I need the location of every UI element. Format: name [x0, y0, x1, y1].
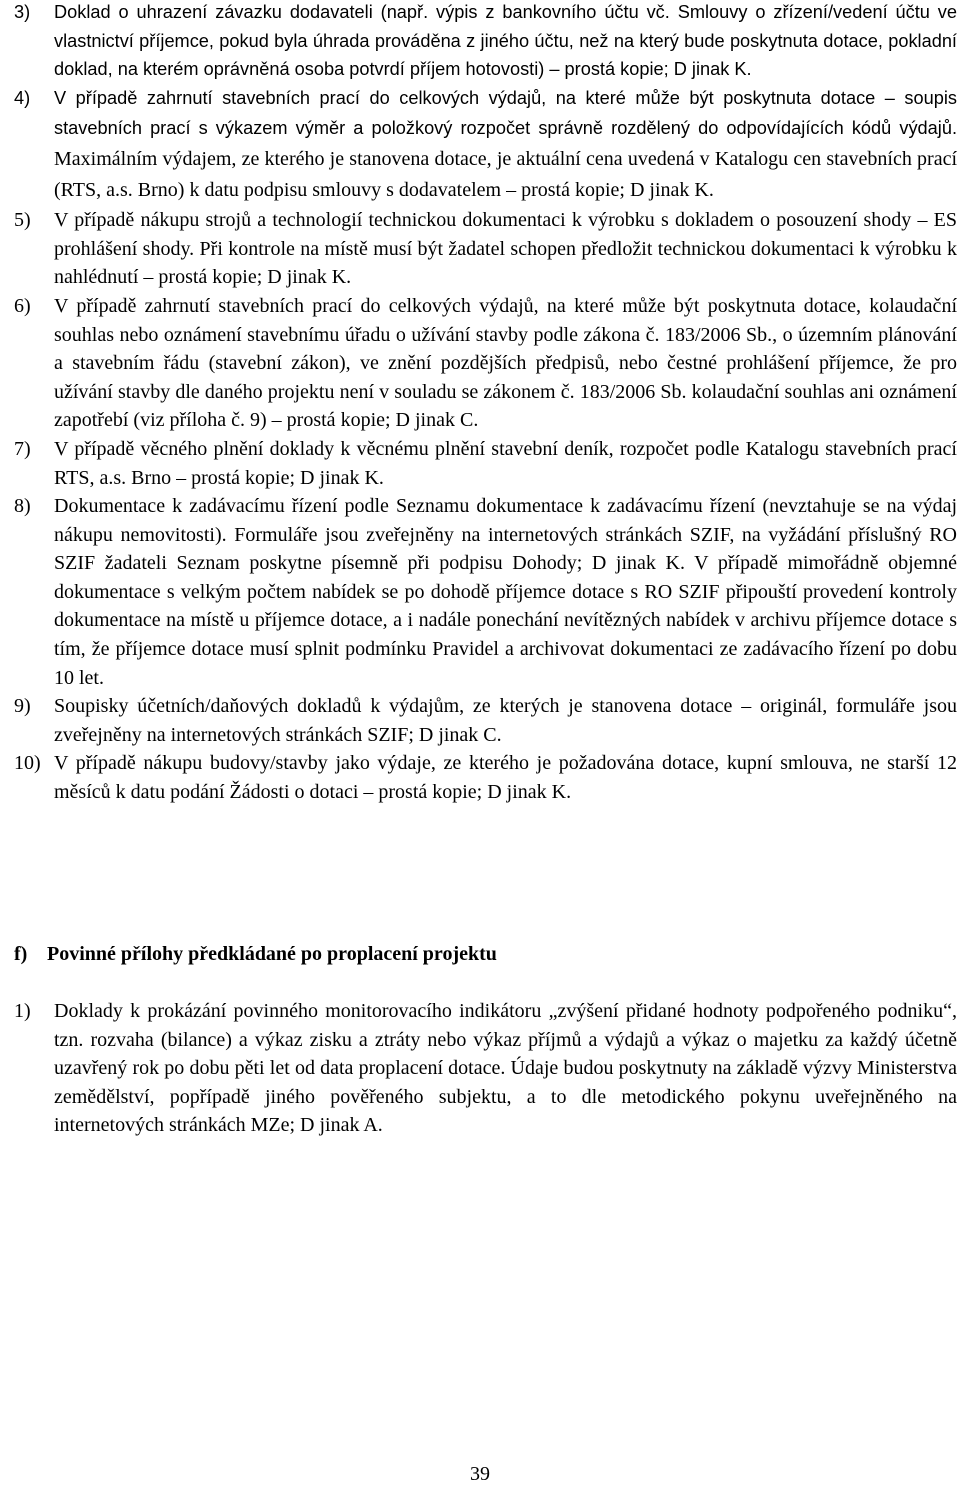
attachments-list-after-payment: [14, 997, 957, 1140]
list-item: [14, 692, 957, 749]
list-item: [14, 84, 957, 206]
section-title: Povinné přílohy předkládané po proplacení projektu: [47, 943, 497, 965]
item-number: 1): [14, 1000, 31, 1022]
list-item: [14, 749, 957, 806]
item-number: 4): [14, 87, 31, 108]
item-text: V případě nákupu strojů a technologií technickou dokumentaci k výrobku s dokladem o posouzení shody – ES prohlášení shody. Při kontrole na místě musí být žadatel schopen předložit technickou dokumentaci k výrobku k nahlédnutí – prostá kopie; D jinak K.: [54, 209, 957, 289]
item-text-part: Maximálním výdajem, ze kterého je stanovena dotace, je aktuální cena uvedená v Katalogu cen stavebních prací (RTS, a.s. Brno) k datu podpisu smlouvy s dodavatelem – prostá kopie; D jinak K.: [54, 147, 957, 201]
attachments-list-continued: [14, 0, 957, 807]
page-number: 39: [470, 1463, 490, 1485]
item-number: 6): [14, 294, 31, 317]
list-item: [14, 0, 957, 84]
item-number: 10): [14, 752, 41, 775]
item-number: 7): [14, 437, 31, 460]
item-text: V případě věcného plnění doklady k věcnému plnění stavební deník, rozpočet podle Katalogu stavebních prací RTS, a.s. Brno – prostá kopie; D jinak K.: [54, 437, 957, 489]
item-text: Dokumentace k zadávacímu řízení podle Seznamu dokumentace k zadávacímu řízení (nevztahuje se na výdaj nákupu nemovitosti). Formuláře jsou zveřejněny na internetových stránkách SZIF, na vyžádání příslušný RO SZIF žadateli Seznam poskytne písemně při podpisu Dohody; D jinak K. V případě mimořádně objemné dokumentace s velkým počtem nabídek se po dohodě příjemce dotace s RO SZIF připouští provedení kontroly dokumentace na místě u příjemce dotace, a i nadále ponechání nevítězných nabídek v archivu příjemce dotace s tím, že příjemce dotace musí splnit podmínku Pravidel a archivovat dokumentaci ze zadávacího řízení po dobu 10 let.: [54, 495, 957, 689]
item-text: V případě zahrnutí stavebních prací do celkových výdajů, na které může být poskytnuta dotace, kolaudační souhlas nebo oznámení stavebnímu úřadu o užívání stavby podle zákona č. 183/2006 Sb., o územním plánování a stavebním řádu (stavební zákon), ve znění pozdějších předpisů, nebo čestné prohlášení příjemce, že pro užívání stavby dle daného projektu není v souladu se zákonem č. 183/2006 Sb. kolaudační souhlas ani oznámení zapotřebí (viz příloha č. 9) – prostá kopie; D jinak C.: [54, 294, 957, 432]
item-text-part: V případě zahrnutí stavebních prací do celkových výdajů, na které může být poskytnuta dotace – soupis stavebních prací s výkazem výměr a položkový rozpočet správně rozdělený do odpovídajících kódů výdajů.: [54, 87, 957, 139]
list-item: [14, 435, 957, 492]
list-item: [14, 206, 957, 292]
item-number: 9): [14, 695, 31, 718]
item-text: Soupisky účetních/daňových dokladů k výdajům, ze kterých je stanovena dotace – originál, formuláře jsou zveřejněny na internetových stránkách SZIF; D jinak C.: [54, 695, 957, 746]
item-text: Doklady k prokázání povinného monitorovacího indikátoru „zvýšení přidané hodnoty podpořeného podniku“, tzn. rozvaha (bilance) a výkaz zisku a ztráty nebo výkaz příjmů a výdajů a výkaz o majetku za každý účetně uzavřený rok po dobu pěti let od data proplacení dotace. Údaje budou poskytnuty na základě výzvy Ministerstva zemědělství, popřípadě jiného pověřeného subjektu, a to dle metodického pokynu uveřejněného na internetových stránkách MZe; D jinak A.: [54, 1000, 957, 1137]
item-number: 3): [14, 2, 31, 22]
list-item: [14, 997, 957, 1140]
item-text: [54, 84, 957, 206]
item-text: V případě nákupu budovy/stavby jako výdaje, ze kterého je požadována dotace, kupní smlouva, ne starší 12 měsíců k datu podání Žádosti o dotaci – prostá kopie; D jinak K.: [54, 752, 957, 804]
list-item: [14, 492, 957, 692]
section-letter: f): [14, 943, 28, 965]
item-text: Doklad o uhrazení závazku dodavateli (např. výpis z bankovního účtu vč. Smlouvy o zřízení/vedení účtu ve vlastnictví příjemce, pokud byla úhrada prováděna z jiného účtu, než na který bude poskytnuta dotace, pokladní doklad, na kterém oprávněná osoba potvrdí příjem hotovosti) – prostá kopie; D jinak K.: [54, 2, 957, 80]
item-number: 8): [14, 495, 31, 518]
section-heading: [14, 940, 497, 968]
list-item: [14, 292, 957, 435]
item-number: 5): [14, 209, 31, 232]
